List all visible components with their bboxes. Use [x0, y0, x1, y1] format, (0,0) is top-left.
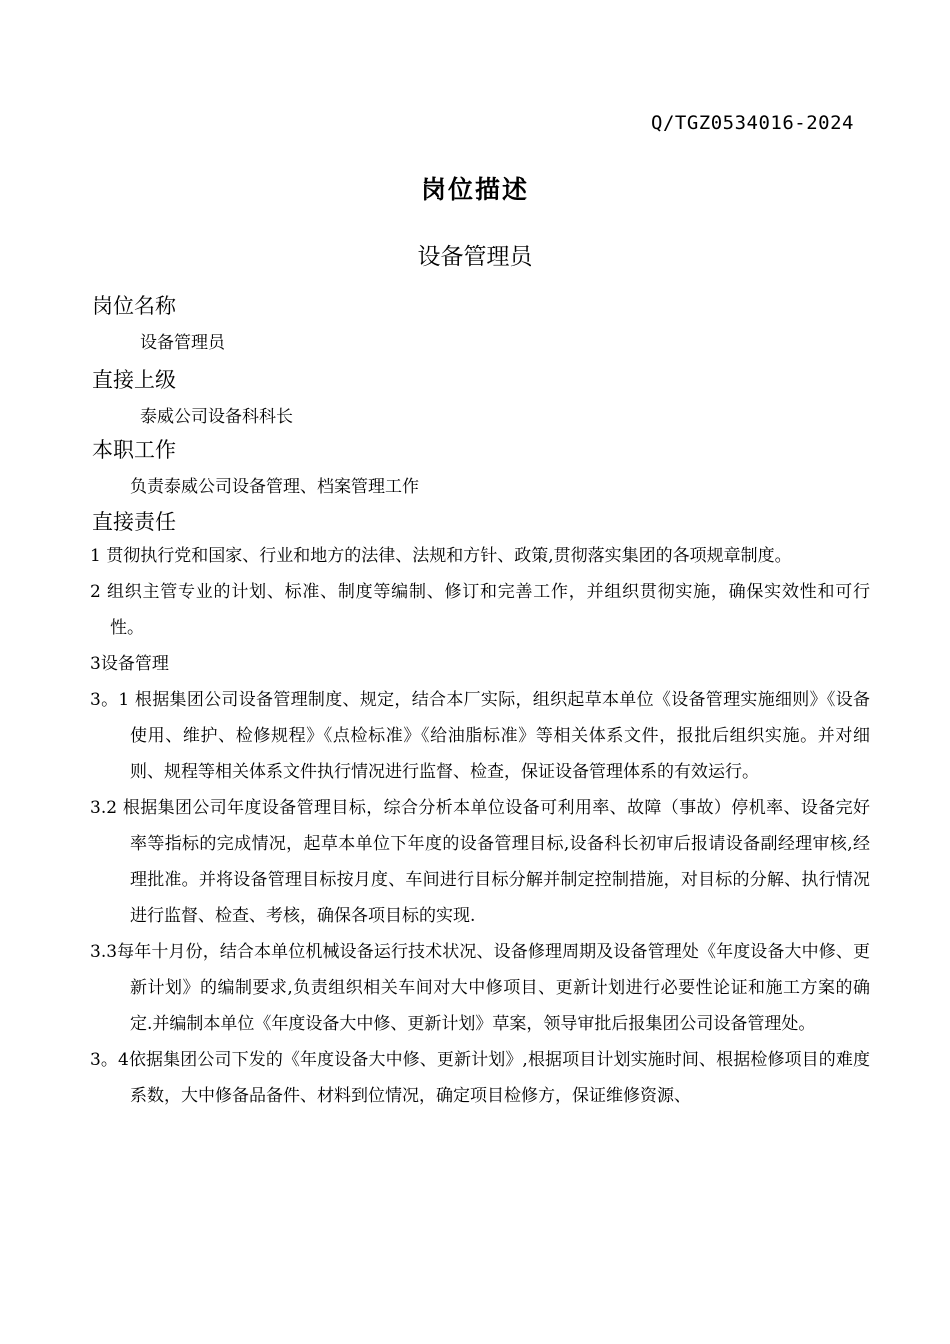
section-heading-duties: 直接责任 — [92, 510, 176, 534]
duty-item: 3设备管理 — [90, 654, 169, 674]
duty-item: 2 组织主管专业的计划、标准、制度等编制、修订和完善工作，并组织贯彻实施，确保实效性和可行性。 — [90, 582, 870, 638]
section-heading-superior: 直接上级 — [92, 368, 176, 392]
section-content-position-name: 设备管理员 — [140, 333, 225, 353]
document-subtitle: 设备管理员 — [417, 244, 533, 270]
section-content-main-work: 负责泰威公司设备管理、档案管理工作 — [130, 477, 419, 497]
duty-item: 3.3每年十月份，结合本单位机械设备运行技术状况、设备修理周期及设备管理处《年度设备大中修、更新计划》的编制要求,负责组织相关车间对大中修项目、更新计划进行必要性论证和施工方案的确定.并编制本单位《年度设备大中修、更新计划》草案，领导审批后报集团公司设备管理处。 — [90, 942, 870, 1034]
duties-list — [90, 538, 870, 1114]
duty-item: 3。1 根据集团公司设备管理制度、规定，结合本厂实际，组织起草本单位《设备管理实施细则》《设备使用、维护、检修规程》《点检标准》《给油脂标准》等相关体系文件，报批后组织实施。并对细则、规程等相关体系文件执行情况进行监督、检查，保证设备管理体系的有效运行。 — [90, 690, 870, 782]
duty-item: 3。4依据集团公司下发的《年度设备大中修、更新计划》,根据项目计划实施时间、根据检修项目的难度系数，大中修备品备件、材料到位情况，确定项目检修方，保证维修资源、 — [90, 1050, 870, 1106]
section-content-superior: 泰威公司设备科科长 — [140, 407, 293, 427]
section-heading-position-name: 岗位名称 — [92, 294, 176, 318]
document-code: Q/TGZ0534016-2024 — [651, 112, 854, 134]
duty-item: 1 贯彻执行党和国家、行业和地方的法律、法规和方针、政策,贯彻落实集团的各项规章制度。 — [90, 546, 792, 566]
duty-item: 3.2 根据集团公司年度设备管理目标，综合分析本单位设备可利用率、故障（事故）停机率、设备完好率等指标的完成情况，起草本单位下年度的设备管理目标,设备科长初审后报请设备副经理审核,经理批准。并将设备管理目标按月度、车间进行目标分解并制定控制措施，对目标的分解、执行情况进行监督、检查、考核，确保各项目标的实现. — [90, 798, 870, 926]
document-title: 岗位描述 — [420, 175, 529, 204]
section-heading-main-work: 本职工作 — [92, 438, 176, 462]
